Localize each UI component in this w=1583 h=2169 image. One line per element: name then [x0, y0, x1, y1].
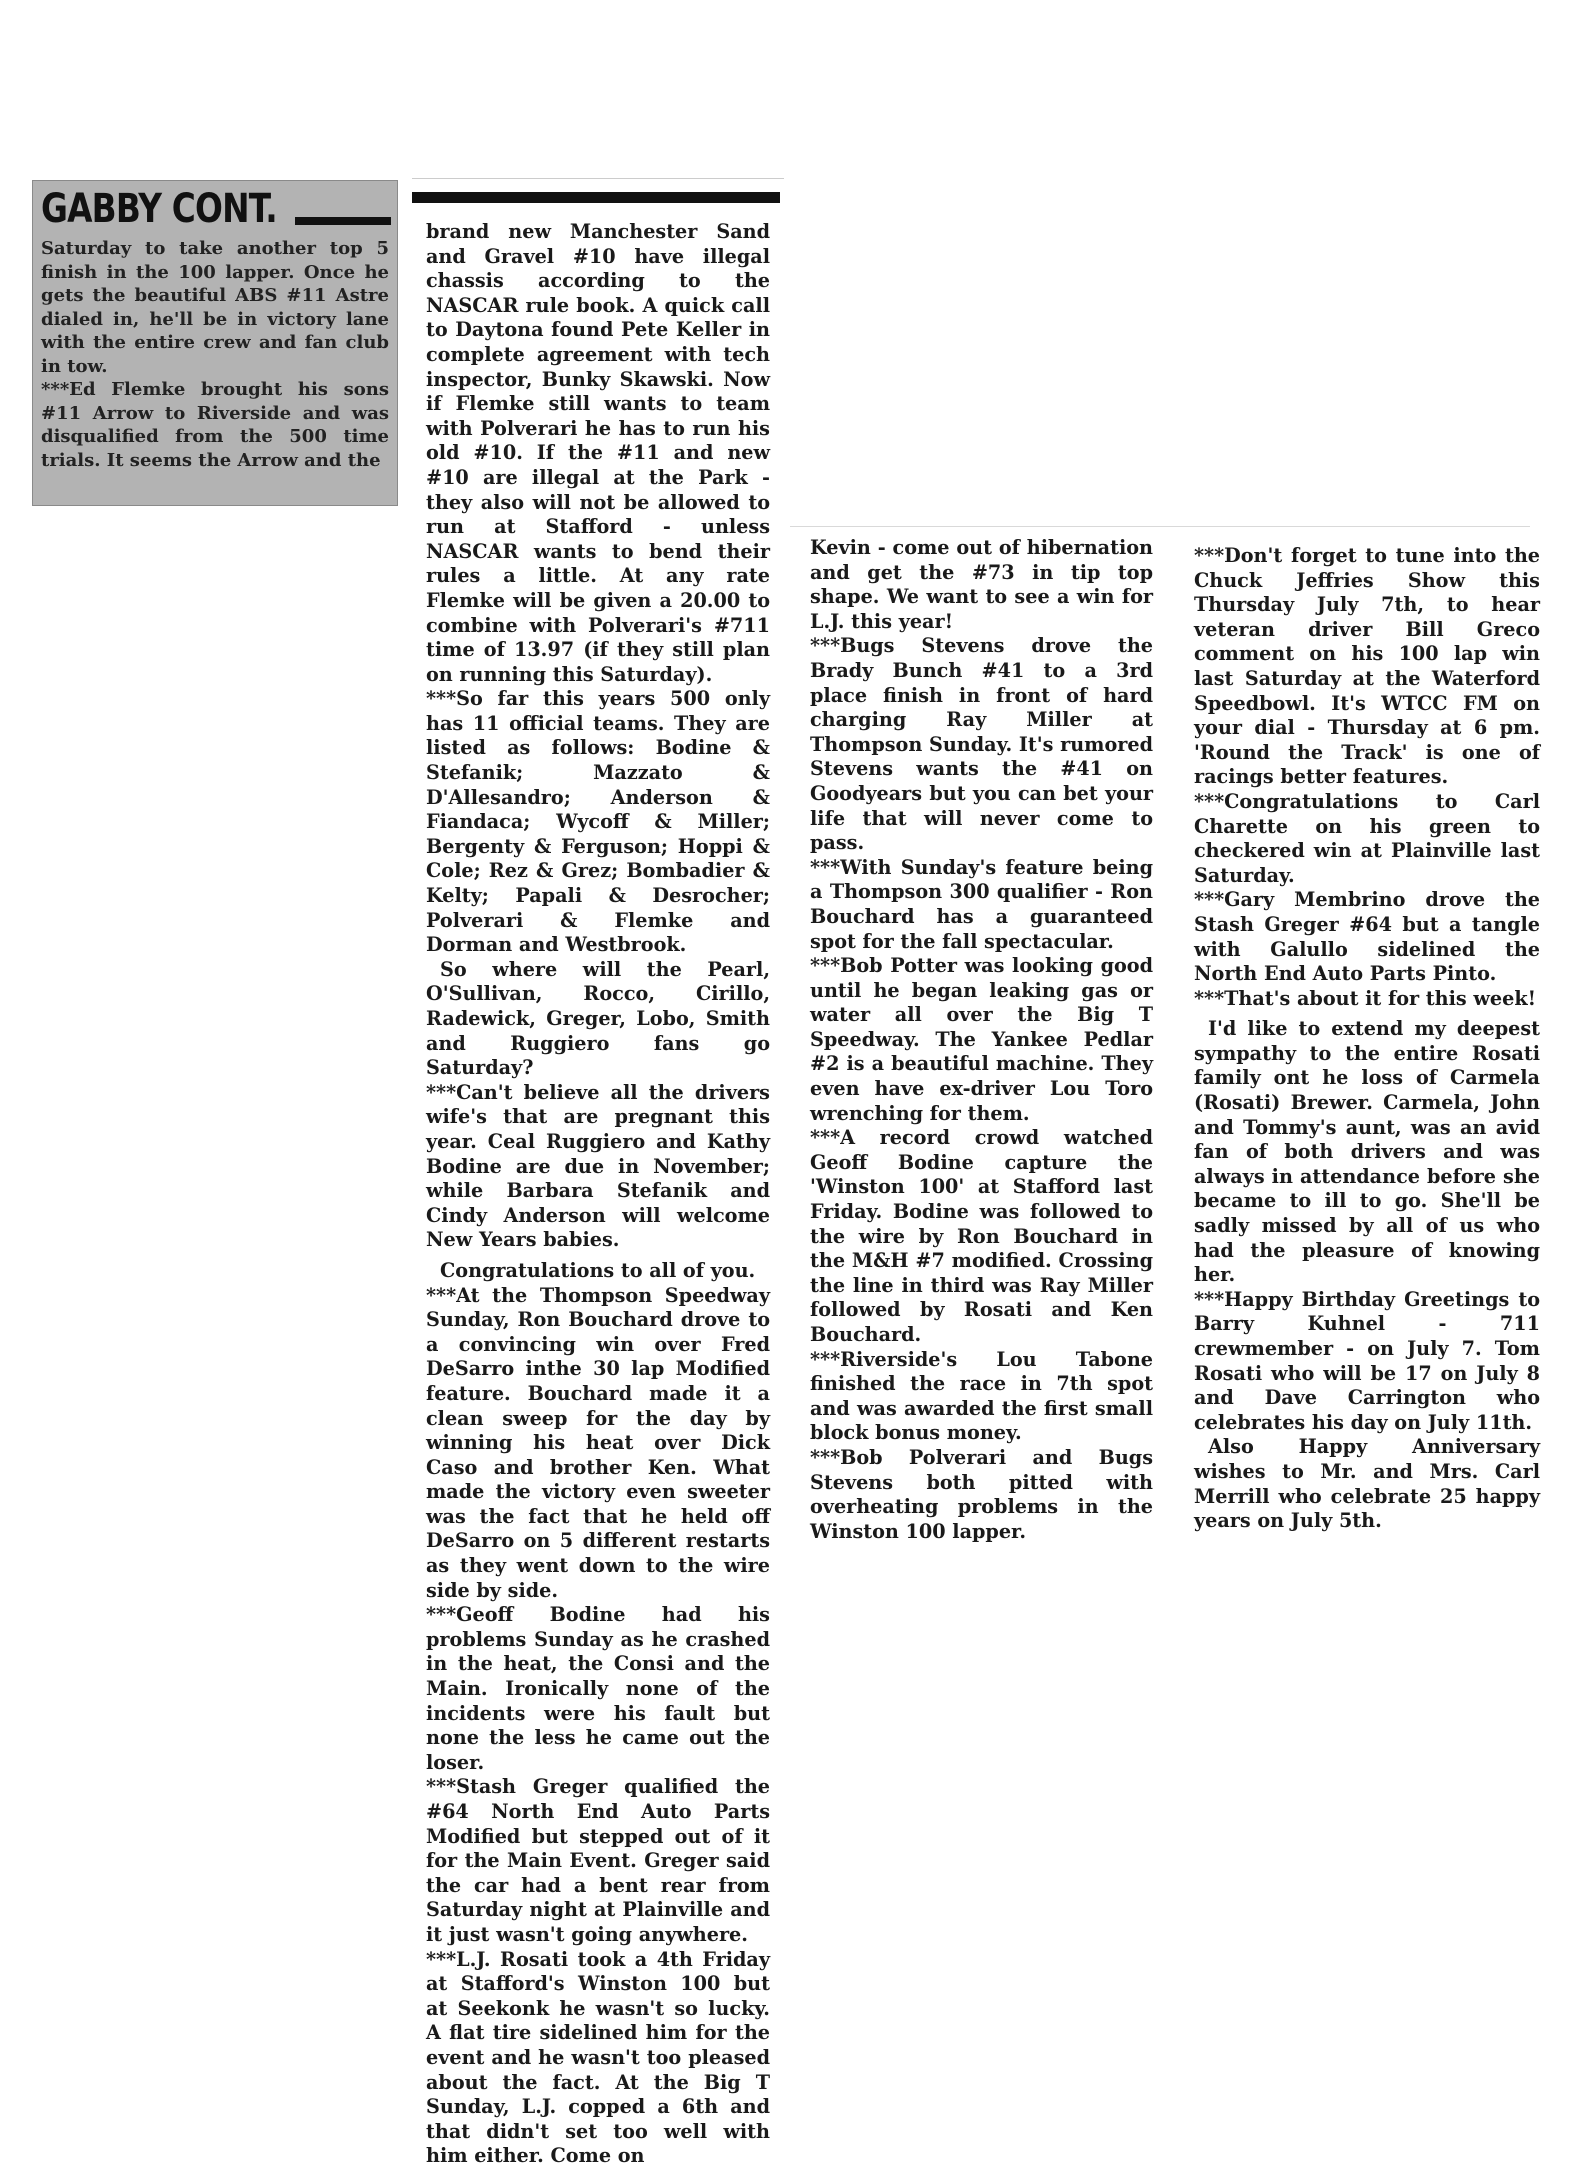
- paragraph: ***L.J. Rosati took a 4th Friday at Stafford's Winston 100 but at Seekonk he wasn't so lucky. A flat tire sidelined him for the event and he wasn't too pleased about the fact. At the Big T Sunday, L.J. copped a 6th and that didn't set too well with him either. Come on: [426, 1947, 770, 2168]
- column-divider: [412, 178, 784, 179]
- gabby-text: [41, 237, 389, 472]
- paragraph: Congratulations to all of you.: [440, 1258, 756, 1282]
- paragraph: ***Can't believe all the drivers wife's that are pregnant this year. Ceal Ruggiero and Kathy Bodine are due in November; while Barbara Stefanik and Cindy Anderson will welcome New Years babies.: [426, 1080, 770, 1252]
- paragraph: ***Geoff Bodine had his problems Sunday as he crashed in the heat, the Consi and the Main. Ironically none of the incidents were his fault but none the less he came out the loser.: [426, 1603, 770, 1774]
- paragraph: Saturday to take another top 5 finish in the 100 lapper. Once he gets the beautiful ABS #11 Astre dialed in, he'll be in victory lane with the entire crew and fan club in tow.: [41, 238, 389, 377]
- paragraph: ***Congratulations to Carl Charette on his green to checkered win at Plainville last Saturday.: [1194, 789, 1540, 887]
- paragraph: ***Stash Greger qualified the #64 North End Auto Parts Modified but stepped out of it for the Main Event. Greger said the car had a bent rear from Saturday night at Plainville and it just wasn't going anywhere.: [426, 1775, 770, 1946]
- article-column-4: [1194, 544, 1540, 1534]
- paragraph: Also Happy Anniversary wishes to Mr. and Mrs. Carl Merrill who celebrate 25 happy years on July 5th.: [1194, 1435, 1540, 1533]
- paragraph: brand new Manchester Sand and Gravel #10 have illegal chassis according to the NASCAR rule book. A quick call to Daytona found Pete Keller in complete agreement with tech inspector, Bunky Skawski. Now if Flemke still wants to team with Polverari he has to run his old #10. If the #11 and new #10 are illegal at the Park - they also will not be allowed to run at Stafford - unless NASCAR wants to bend their rules a little. At any rate Flemke will be given a 20.00 to combine with Polverari's #711 time of 13.97 (if they still plan on running this Saturday).: [426, 220, 770, 686]
- paragraph: I'd like to extend my deepest sympathy to the entire Rosati family ont he loss of Carmela (Rosati) Brewer. Carmela, John and Tommy's aunt, was an avid fan of both drivers and was always in attendance before she became to ill to go. She'll be sadly missed by all of us who had the pleasure of knowing her.: [1194, 1017, 1540, 1287]
- paragraph: ***Ed Flemke brought his sons #11 Arrow to Riverside and was disqualified from the 500 time trials. It seems the Arrow and the: [41, 379, 389, 471]
- paragraph: ***At the Thompson Speedway Sunday, Ron Bouchard drove to a convincing win over Fred DeSarro inthe 30 lap Modified feature. Bouchard made it a clean sweep for the day by winning his heat over Dick Caso and brother Ken. What made the victory even sweeter was the fact that he held off DeSarro on 5 different restarts as they went down to the wire side by side.: [426, 1283, 770, 1602]
- gabby-cont-box: [32, 180, 398, 506]
- paragraph: ***Bob Polverari and Bugs Stevens both pitted with overheating problems in the Winston 100 lapper.: [810, 1445, 1153, 1543]
- article-column-2: [426, 220, 770, 2169]
- paragraph: ***Bob Potter was looking good until he began leaking gas or water all over the Big T Speedway. The Yankee Pedlar #2 is a beautiful machine. They even have ex-driver Lou Toro wrenching for them.: [810, 954, 1153, 1125]
- section-rule: [790, 526, 1530, 527]
- paragraph: ***That's about it for this week!: [1194, 986, 1537, 1010]
- paragraph: ***With Sunday's feature being a Thompson 300 qualifier - Ron Bouchard has a guaranteed spot for the fall spectacular.: [810, 855, 1153, 953]
- paragraph: Kevin - come out of hibernation and get the #73 in tip top shape. We want to see a win for L.J. this year!: [810, 536, 1153, 633]
- paragraph: ***Happy Birthday Greetings to Barry Kuhnel - 711 crewmember - on July 7. Tom Rosati who will be 17 on July 8 and Dave Carrington who celebrates his day on July 11th.: [1194, 1287, 1540, 1434]
- paragraph: So where will the Pearl, O'Sullivan, Rocco, Cirillo, Radewick, Greger, Lobo, Smith and Ruggiero fans go Saturday?: [426, 957, 770, 1080]
- gabby-heading: GABBY CONT.: [41, 186, 277, 232]
- paragraph: ***Bugs Stevens drove the Brady Bunch #41 to a 3rd place finish in front of hard charging Ray Miller at Thompson Sunday. It's rumored Stevens wants the #41 on Goodyears but you can bet your life that will never come to pass.: [810, 634, 1153, 855]
- article-column-3: [810, 536, 1153, 1544]
- heading-rule: [295, 217, 391, 225]
- paragraph: ***A record crowd watched Geoff Bodine capture the 'Winston 100' at Stafford last Friday. Bodine was followed to the wire by Ron Bouchard in the M&H #7 modified. Crossing the line in third was Ray Miller followed by Rosati and Ken Bouchard.: [810, 1126, 1153, 1346]
- column-top-bar: [412, 192, 780, 203]
- paragraph: ***So far this years 500 only has 11 official teams. They are listed as follows: Bodine & Stefanik; Mazzato & D'Allesandro; Anderson & Fiandaca; Wycoff & Miller; Bergenty & Ferguson; Hoppi & Cole; Rez & Grez; Bombadier & Kelty; Papali & Desrocher; Polverari & Flemke and Dorman and Westbrook.: [426, 687, 770, 957]
- paragraph: ***Gary Membrino drove the Stash Greger #64 but a tangle with Galullo sidelined the North End Auto Parts Pinto.: [1194, 888, 1540, 986]
- paragraph: ***Riverside's Lou Tabone finished the race in 7th spot and was awarded the first small block bonus money.: [810, 1347, 1153, 1445]
- paragraph: ***Don't forget to tune into the Chuck Jeffries Show this Thursday July 7th, to hear veteran driver Bill Greco comment on his 100 lap win last Saturday at the Waterford Speedbowl. It's WTCC FM on your dial - Thursday at 6 pm. 'Round the Track' is one of racings better features.: [1194, 544, 1540, 789]
